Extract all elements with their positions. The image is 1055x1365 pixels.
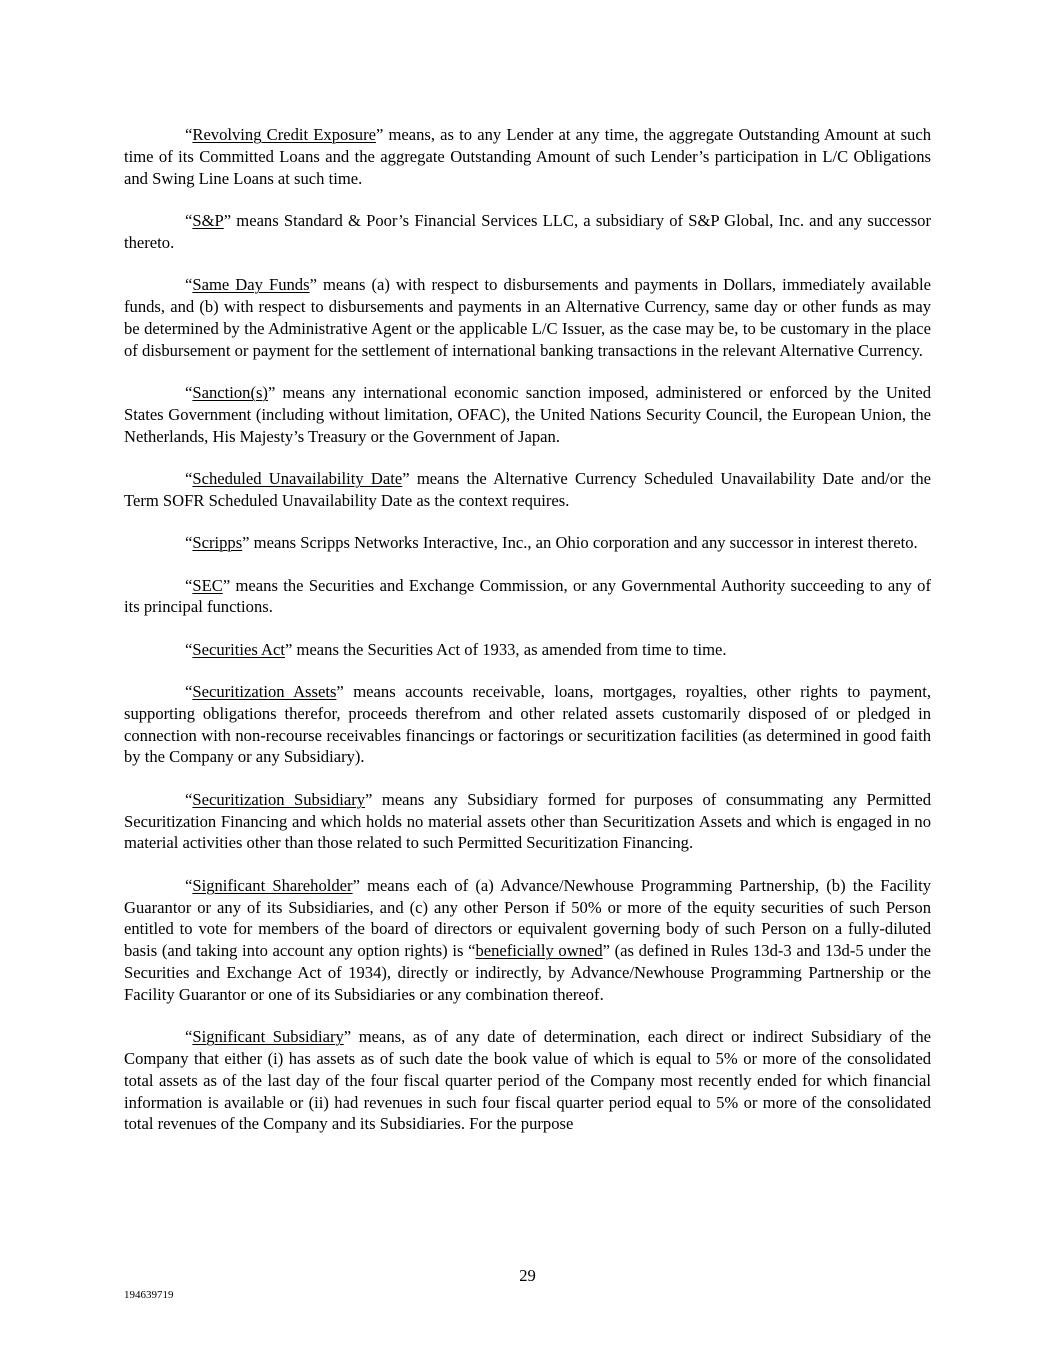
definition-text: means (a) with respect to disbursements and payments in Dollars, immediately available funds, and (b) with respect to disbursements and payments in an Alternative Currency, same day or other funds as may be determined by the Administrative Agent or the applicable L/C Issuer, as the case may be, to be customary in the place of disbursement or payment for the settlement of international banking transactions in the relevant Alternative Currency.	[124, 275, 932, 360]
definition-sanctions: “Sanction(s)” means any international economic sanction imposed, administered or enforced by the United States Government (including without limitation, OFAC), the United Nations Security Council, the European Union, the Netherlands, His Majesty’s Treasury or the Government of Japan.	[124, 382, 931, 446]
definition-text: means each of (a) Advance/Newhouse Programming Partnership, (b) the Facility Guarantor or any of its Subsidiaries, and (c) any other Person if 50% or more of the equity securities of such Person entitled to vote for members of the board of directors or equivalent governing body of such Person on a fully-diluted basis (and taking into account any option rights) is	[124, 875, 931, 961]
definition-text: means Standard & Poor’s Financial Services LLC, a subsidiary of S&P Global, Inc. and any successor thereto.	[124, 210, 931, 252]
defined-term: Securities Act	[192, 639, 286, 659]
defined-term: Same Day Funds	[192, 275, 310, 295]
definition-text: means, as to any Lender at any time, the aggregate Outstanding Amount at such time of its Committed Loans and the aggregate Outstanding Amount of such Lender’s participation in L/C Obligations and Swing Line Loans at such time.	[124, 125, 931, 188]
definition-s-and-p: “S&P” means Standard & Poor’s Financial Services LLC, a subsidiary of S&P Global, Inc. and any successor thereto.	[124, 210, 931, 252]
definition-text: means the Alternative Currency Scheduled Unavailability Date and/or the Term SOFR Scheduled Unavailability Date as the context requires.	[124, 468, 931, 510]
defined-term: Significant Shareholder	[192, 875, 353, 895]
defined-term: Sanction(s)	[192, 382, 268, 402]
defined-term: Securitization Subsidiary	[192, 789, 366, 809]
definition-significant-subsidiary: “Significant Subsidiary” means, as of any date of determination, each direct or indirect Subsidiary of the Company that either (i) has assets as of such date the book value of which is equal to 5% or more of the consolidated total assets as of the last day of the four fiscal quarter period of the Company most recently ended for which financial information is available or (ii) had revenues in such four fiscal quarter period equal to 5% or more of the consolidated total revenues of the Company and its Subsidiaries. For the purpose	[124, 1027, 931, 1134]
definition-text: means the Securities Act of 1933, as amended from time to time.	[292, 639, 727, 659]
definition-significant-shareholder: “Significant Shareholder” means each of (a) Advance/Newhouse Programming Partnership, (b) the Facility Guarantor or any of its Subsidiaries, and (c) any other Person if 50% or more of the equity securities of such Person entitled to vote for members of the board of directors or equivalent governing body of such Person on a fully-diluted basis (and taking into account any option rights) is “beneficially owned” (as defined in Rules 13d-3 and 13d-5 under the Securities and Exchange Act of 1934), directly or indirectly, by Advance/Newhouse Programming Partnership or the Facility Guarantor or one of its Subsidiaries or any combination thereof.	[124, 875, 931, 1004]
definition-text: means any international economic sanction imposed, administered or enforced by the United States Government (including without limitation, OFAC), the United Nations Security Council, the European Union, the Netherlands, His Majesty’s Treasury or the Government of Japan.	[124, 382, 931, 446]
definition-text: means Scripps Networks Interactive, Inc., an Ohio corporation and any successor in interest thereto.	[249, 533, 918, 553]
defined-term: S&P	[192, 210, 224, 230]
defined-term: Significant Subsidiary	[192, 1027, 344, 1047]
definition-securitization-subsidiary: “Securitization Subsidiary” means any Subsidiary formed for purposes of consummating any Permitted Securitization Financing and which holds no material assets other than Securitization Assets and which is engaged in no material activities other than those related to such Permitted Securitization Financing.	[124, 789, 932, 853]
defined-term: Scripps	[192, 533, 243, 553]
defined-term: Scheduled Unavailability Date	[192, 468, 403, 488]
definition-text: means accounts receivable, loans, mortgages, royalties, other rights to payment, supporting obligations therefor, proceeds therefrom and other related assets customarily disposed of or pledged in connection with non-recourse receivables financings or factorings or securitization facilities (as determined in good faith by the Company or any Subsidiary).	[124, 682, 931, 767]
definition-text: means the Securities and Exchange Commission, or any Governmental Authority succeeding to any of its principal functions.	[124, 575, 931, 617]
definition-revolving-credit-exposure: “Revolving Credit Exposure” means, as to any Lender at any time, the aggregate Outstanding Amount at such time of its Committed Loans and the aggregate Outstanding Amount of such Lender’s participation in L/C Obligations and Swing Line Loans at such time.	[124, 125, 931, 188]
definition-text: means, as of any date of determination, each direct or indirect Subsidiary of the Company that either (i) has assets as of such date the book value of which is equal to 5% or more of the consolidated total assets as of the last day of the four fiscal quarter period of the Company most recently ended for which financial information is available or (ii) had revenues in such four fiscal quarter period equal to 5% or more of the consolidated total revenues of the Company and its Subsidiaries. For the purpose	[124, 1027, 931, 1134]
page-body	[124, 124, 931, 1156]
defined-term: Securitization Assets	[192, 682, 337, 702]
definition-text: means any Subsidiary formed for purposes of consummating any Permitted Securitization Financing and which holds no material assets other than Securitization Assets and which is engaged in no material activities other than those related to such Permitted Securitization Financing.	[124, 789, 932, 853]
definition-securities-act: “Securities Act” means the Securities Act of 1933, as amended from time to time.	[185, 639, 727, 659]
definition-sec: “SEC” means the Securities and Exchange Commission, or any Governmental Authority succeeding to any of its principal functions.	[124, 575, 931, 617]
document-id: 194639719	[124, 1289, 174, 1301]
defined-term: SEC	[192, 575, 223, 595]
defined-term: Revolving Credit Exposure	[192, 125, 376, 144]
page-number: 29	[519, 1266, 536, 1285]
definition-text-continued: (as defined in Rules 13d-3 and 13d-5 under the Securities and Exchange Act of 1934), directly or indirectly, by Advance/Newhouse Programming Partnership or the Facility Guarantor or one of its Subsidiaries or any combination thereof.	[124, 941, 931, 1004]
definition-scheduled-unavailability-date: “Scheduled Unavailability Date” means the Alternative Currency Scheduled Unavailability Date and/or the Term SOFR Scheduled Unavailability Date as the context requires.	[124, 468, 931, 510]
definition-securitization-assets: “Securitization Assets” means accounts receivable, loans, mortgages, royalties, other rights to payment, supporting obligations therefor, proceeds therefrom and other related assets customarily disposed of or pledged in connection with non-recourse receivables financings or factorings or securitization facilities (as determined in good faith by the Company or any Subsidiary).	[124, 682, 931, 767]
definition-scripps: “Scripps” means Scripps Networks Interactive, Inc., an Ohio corporation and any successor in interest thereto.	[185, 533, 918, 553]
inner-defined-term: beneficially owned	[475, 941, 603, 961]
definition-same-day-funds: “Same Day Funds” means (a) with respect to disbursements and payments in Dollars, immediately available funds, and (b) with respect to disbursements and payments in an Alternative Currency, same day or other funds as may be determined by the Administrative Agent or the applicable L/C Issuer, as the case may be, to be customary in the place of disbursement or payment for the settlement of international banking transactions in the relevant Alternative Currency.	[124, 275, 932, 360]
